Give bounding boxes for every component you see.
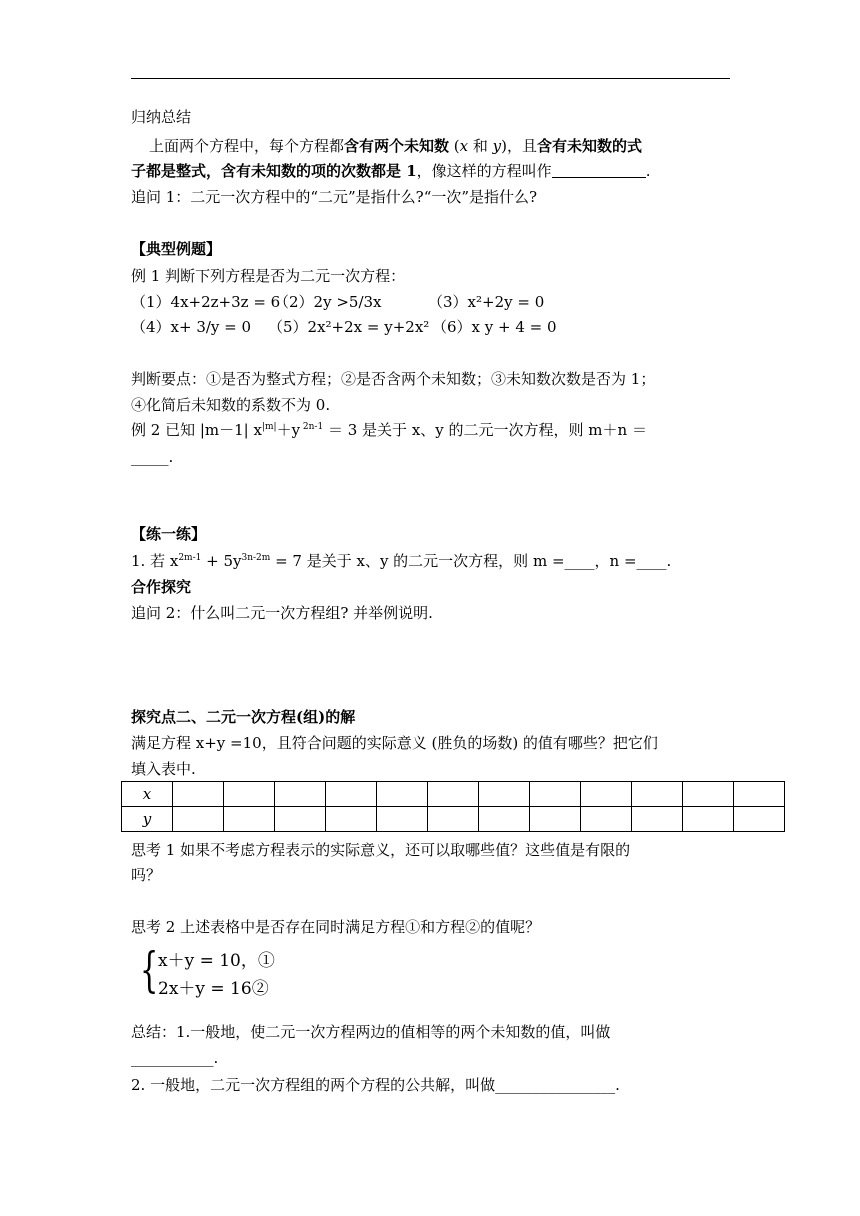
summary-line-2: 子都是整式，含有未知数的项的次数都是 1，像这样的方程叫作 . bbox=[131, 162, 651, 180]
example-1-item-4: （4）x+ 3/y = 0 bbox=[131, 318, 252, 336]
table-cell[interactable] bbox=[326, 782, 377, 807]
solution-table bbox=[121, 781, 785, 832]
think-1-line-1: 思考 1 如果不考虑方程表示的实际意义，还可以取哪些值？这些值是有限的 bbox=[131, 841, 631, 859]
example-1-item-2: （2）2y >5/3x bbox=[274, 293, 382, 311]
explore-text-line-1: 满足方程 x+y =10，且符合问题的实际意义 (胜负的场数) 的值有哪些？把它们 bbox=[131, 734, 658, 752]
table-row-label-y: y bbox=[122, 807, 173, 832]
table-cell[interactable] bbox=[530, 807, 581, 832]
table-cell[interactable] bbox=[275, 807, 326, 832]
table-cell[interactable] bbox=[734, 807, 785, 832]
table-cell[interactable] bbox=[581, 782, 632, 807]
left-brace: { bbox=[140, 942, 159, 998]
example-1-item-3: （3）x²+2y = 0 bbox=[428, 293, 545, 311]
example-1-item-5: （5）2x²+2x = y+2x² bbox=[268, 318, 430, 336]
examples-heading: 【典型例题】 bbox=[131, 240, 222, 258]
think-2: 思考 2 上述表格中是否存在同时满足方程①和方程②的值呢？ bbox=[131, 918, 541, 936]
table-cell[interactable] bbox=[377, 782, 428, 807]
practice-question-1: 1. 若 $x^{2m-1} + 5y^{3n-2m} = 7$ 是关于 x、y 的二元一次方程，则 m =____，n =____. bbox=[131, 552, 672, 570]
follow-up-question-1: 追问 1：二元一次方程中的“二元”是指什么?“一次”是指什么? bbox=[131, 188, 538, 206]
table-cell[interactable] bbox=[326, 807, 377, 832]
table-cell[interactable] bbox=[632, 807, 683, 832]
table-cell[interactable] bbox=[275, 782, 326, 807]
example-1-item-6: （6）x y + 4 = 0 bbox=[432, 318, 557, 336]
table-cell[interactable] bbox=[734, 782, 785, 807]
explore-heading: 探究点二、二元一次方程(组)的解 bbox=[131, 708, 356, 726]
table-cell[interactable] bbox=[683, 782, 734, 807]
equation-1: x＋y = 10，① bbox=[158, 951, 275, 971]
conclusion-line-3: 2. 一般地，二元一次方程组的两个方程的公共解，叫做________________. bbox=[131, 1076, 620, 1094]
table-cell[interactable] bbox=[632, 782, 683, 807]
conclusion-line-2: ___________. bbox=[131, 1049, 219, 1067]
table-row bbox=[122, 782, 785, 807]
table-cell[interactable] bbox=[377, 807, 428, 832]
table-cell[interactable] bbox=[683, 807, 734, 832]
example-1-item-1: （1）4x+2z+3z = 6 bbox=[131, 293, 281, 311]
answer-blank[interactable] bbox=[552, 165, 646, 178]
table-cell[interactable] bbox=[224, 782, 275, 807]
table-cell[interactable] bbox=[224, 807, 275, 832]
table-cell[interactable] bbox=[428, 782, 479, 807]
table-row bbox=[122, 807, 785, 832]
summary-line-1: 上面两个方程中，每个方程都含有两个未知数 (x 和 y)，且含有未知数的式 bbox=[149, 137, 643, 155]
follow-up-question-2: 追问 2：什么叫二元一次方程组? 并举例说明. bbox=[131, 604, 433, 622]
example-1-prompt: 例 1 判断下列方程是否为二元一次方程： bbox=[131, 267, 406, 285]
think-1-line-2: 吗？ bbox=[131, 866, 162, 884]
table-cell[interactable] bbox=[173, 782, 224, 807]
table-cell[interactable] bbox=[479, 807, 530, 832]
practice-heading: 【练一练】 bbox=[131, 525, 207, 543]
explore-text-line-2: 填入表中. bbox=[131, 760, 196, 778]
example-2-line-2: _____. bbox=[131, 448, 174, 466]
table-cell[interactable] bbox=[581, 807, 632, 832]
judgment-key-line-1: 判断要点：①是否为整式方程；②是否含两个未知数；③未知数次数是否为 1； bbox=[131, 370, 656, 388]
table-cell[interactable] bbox=[530, 782, 581, 807]
table-cell[interactable] bbox=[479, 782, 530, 807]
equation-2: 2x＋y = 16② bbox=[158, 979, 269, 999]
header-rule bbox=[131, 78, 730, 79]
table-cell[interactable] bbox=[428, 807, 479, 832]
table-cell[interactable] bbox=[173, 807, 224, 832]
cooperation-heading: 合作探究 bbox=[131, 578, 192, 596]
table-row-label-x: x bbox=[122, 782, 173, 807]
conclusion-line-1: 总结：1.一般地，使二元一次方程两边的值相等的两个未知数的值，叫做 bbox=[131, 1023, 611, 1041]
example-2-line-1: 例 2 已知 |m－1| $x^{|m|}+y$ $^{2n-1}$ ＝ 3 是关于 x、y 的二元一次方程，则 m＋n ＝ bbox=[131, 421, 647, 439]
summary-title: 归纳总结 bbox=[131, 108, 192, 126]
judgment-key-line-2: ④化简后未知数的系数不为 0. bbox=[131, 396, 331, 414]
